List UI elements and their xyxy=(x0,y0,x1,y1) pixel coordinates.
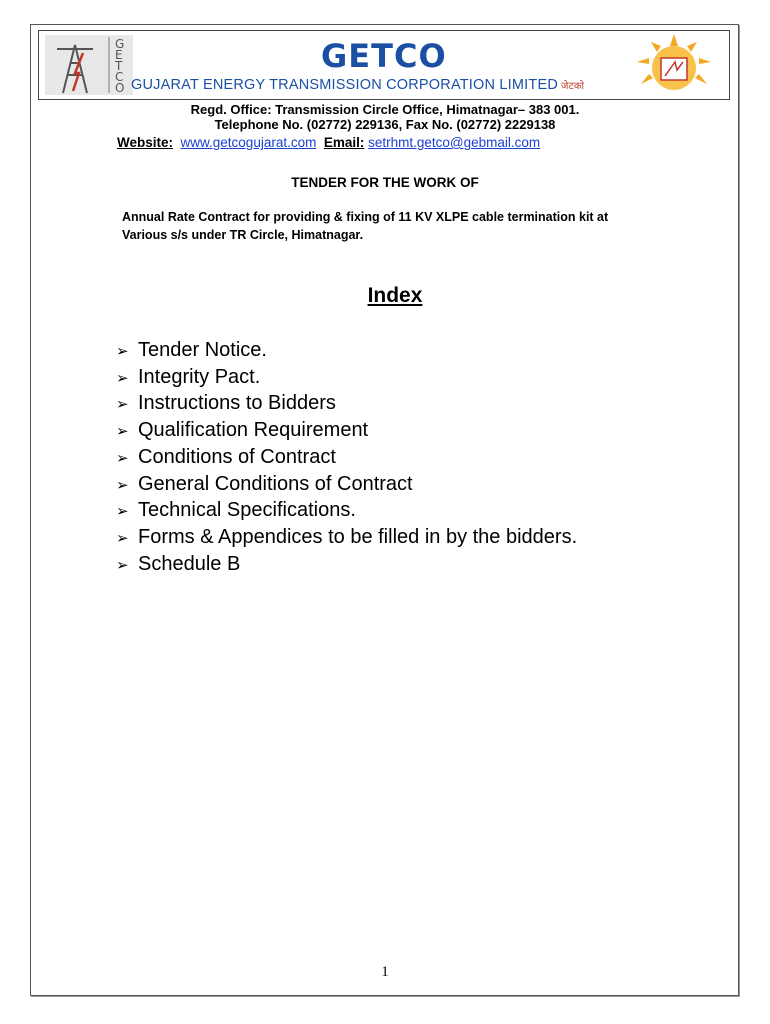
index-item-label: Integrity Pact. xyxy=(138,365,261,388)
registered-office-line: Regd. Office: Transmission Circle Office, Himatnagar– 383 001. xyxy=(190,102,580,117)
corporation-name xyxy=(131,77,584,93)
index-item-label: Instructions to Bidders xyxy=(138,392,336,415)
telephone-fax-line: Telephone No. (02772) 229136, Fax No. (02772) 2229138 xyxy=(214,117,556,132)
logo-letter: T xyxy=(115,59,123,73)
index-item-label: Conditions of Contract xyxy=(138,445,336,468)
arrow-bullet-icon: ➢ xyxy=(116,503,129,521)
work-description-line: Various s/s under TR Circle, Himatnagar. xyxy=(122,228,364,242)
website-link[interactable]: www.getcogujarat.com xyxy=(180,135,317,150)
index-item-label: General Conditions of Contract xyxy=(138,472,413,495)
work-description xyxy=(122,208,732,244)
corporation-name-text: GUJARAT ENERGY TRANSMISSION CORPORATION LIMITED xyxy=(131,77,559,93)
logo-letter: E xyxy=(115,48,123,62)
contact-line xyxy=(117,135,540,150)
getco-tower-logo xyxy=(45,35,133,95)
index-item xyxy=(116,338,577,365)
logo-letter: G xyxy=(115,37,125,51)
arrow-bullet-icon: ➢ xyxy=(116,343,129,360)
work-description-line: Annual Rate Contract for providing & fixing of 11 KV XLPE cable termination kit at xyxy=(122,210,609,224)
index-item xyxy=(116,418,577,445)
index-heading: Index xyxy=(367,284,423,307)
index-list xyxy=(116,338,577,578)
arrow-bullet-icon: ➢ xyxy=(116,449,129,467)
index-item xyxy=(116,552,577,579)
index-item xyxy=(116,445,577,472)
sun-emblem-icon xyxy=(631,32,717,98)
index-item-label: Technical Specifications. xyxy=(138,499,356,522)
website-label: Website: xyxy=(117,135,174,150)
index-item xyxy=(116,365,577,392)
arrow-bullet-icon: ➢ xyxy=(116,369,129,387)
index-item xyxy=(116,525,577,552)
email-link[interactable]: setrhmt.getco@gebmail.com xyxy=(368,135,541,150)
arrow-bullet-icon: ➢ xyxy=(116,476,129,494)
index-item-label: Schedule B xyxy=(138,552,241,575)
index-item-label: Qualification Requirement xyxy=(138,419,369,442)
email-label: Email: xyxy=(323,135,365,150)
index-item xyxy=(116,391,577,418)
index-item-label: Forms & Appendices to be filled in by the bidders. xyxy=(138,525,578,548)
brand-name: GETCO xyxy=(321,37,447,75)
arrow-bullet-icon: ➢ xyxy=(116,396,129,414)
arrow-bullet-icon: ➢ xyxy=(116,529,129,547)
index-item xyxy=(116,472,577,499)
page-number: 1 xyxy=(381,964,389,980)
logo-letter: O xyxy=(115,81,125,95)
index-item xyxy=(116,498,577,525)
logo-letter: C xyxy=(115,70,124,84)
letterhead-banner xyxy=(38,30,730,100)
tender-title: TENDER FOR THE WORK OF xyxy=(291,175,479,190)
hindi-tagline: जेटको xyxy=(561,81,585,92)
arrow-bullet-icon: ➢ xyxy=(116,556,129,574)
arrow-bullet-icon: ➢ xyxy=(116,423,129,441)
index-item-label: Tender Notice. xyxy=(138,339,267,361)
